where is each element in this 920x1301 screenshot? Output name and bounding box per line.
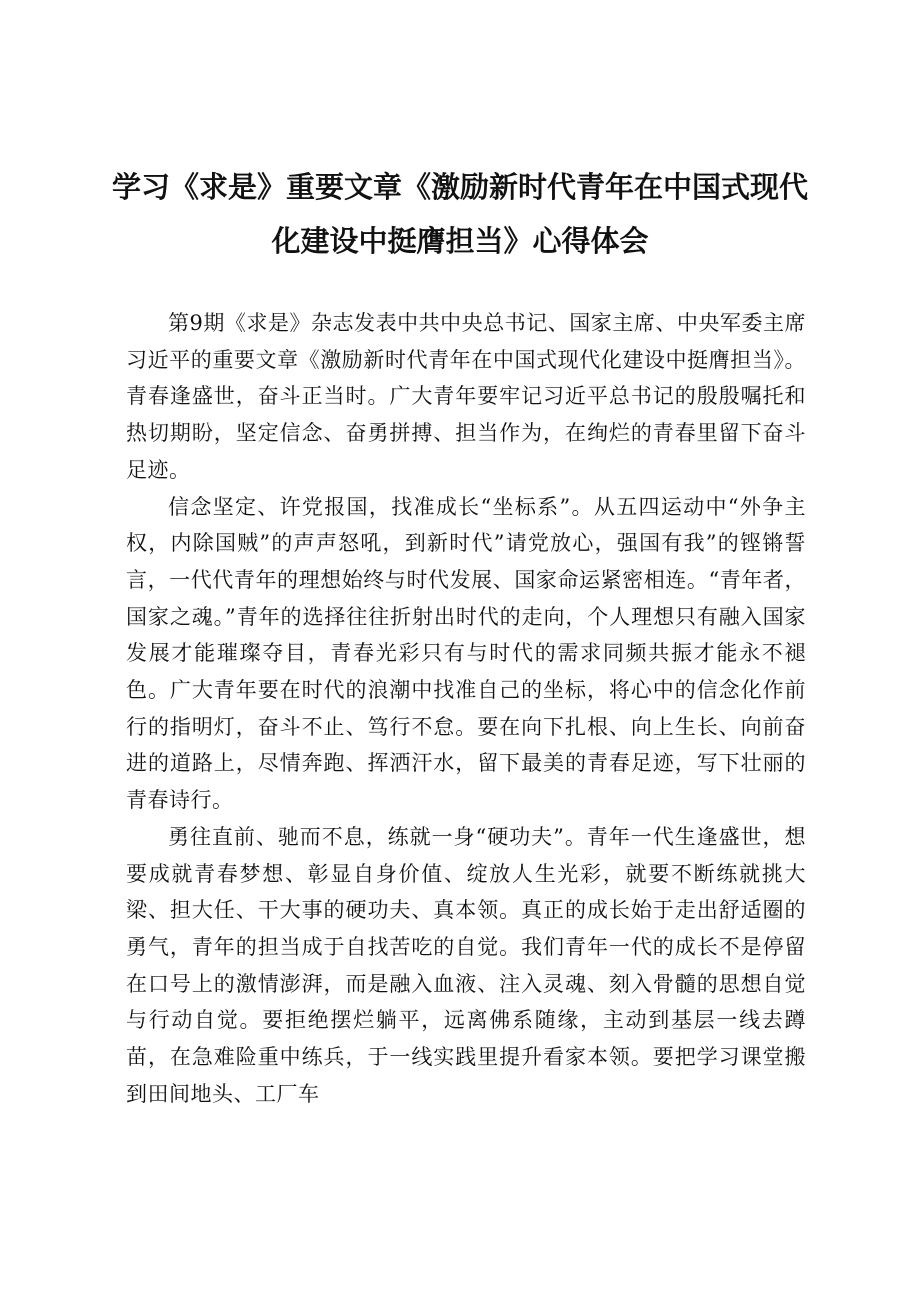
paragraph-1: 第9期《求是》杂志发表中共中央总书记、国家主席、中央军委主席习近平的重要文章《激励新时代青年在中国式现代化建设中挺膺担当》。青春逢盛世，奋斗正当时。广大青年要牢记习近平总书记的殷殷嘱托和热切期盼，坚定信念、奋勇拼搏、担当作为，在绚烂的青春里留下奋斗足迹。 bbox=[126, 311, 806, 482]
document-title-line-1: 学习《求是》重要文章《激励新时代青年在中国式现代 bbox=[111, 170, 808, 204]
document-body bbox=[126, 305, 806, 1112]
document-title-line-2: 化建设中挺膺担当》心得体会 bbox=[271, 224, 649, 258]
paragraph-2: 信念坚定、许党报国，找准成长“坐标系”。从五四运动中“外争主权，内除国贼”的声声怒吼，到新时代”请党放心，强国有我”的铿锵誓言，一代代青年的理想始终与时代发展、国家命运紧密相连。“青年者，国家之魂。”青年的选择往往折射出时代的走向，个人理想只有融入国家发展才能璀璨夺目，青春光彩只有与时代的需求同频共振才能永不褪色。广大青年要在时代的浪潮中找准自己的坐标，将心中的信念化作前行的指明灯，奋斗不止、笃行不怠。要在向下扎根、向上生长、向前奋进的道路上，尽情奔跑、挥洒汗水，留下最美的青春足迹，写下壮丽的青春诗行。 bbox=[126, 494, 806, 813]
paragraph-3: 勇往直前、驰而不息，练就一身“硬功夫”。青年一代生逢盛世，想要成就青春梦想、彰显自身价值、绽放人生光彩，就要不断练就挑大梁、担大任、干大事的硬功夫、真本领。真正的成长始于走出舒适圈的勇气，青年的担当成于自找苦吃的自觉。我们青年一代的成长不是停留在口号上的激情澎湃，而是融入血液、注入灵魂、刻入骨髓的思想自觉与行动自觉。要拒绝摆烂躺平，远离佛系随缘，主动到基层一线去蹲苗，在急难险重中练兵，于一线实践里提升看家本领。要把学习课堂搬到田间地头、工厂车 bbox=[126, 824, 806, 1106]
